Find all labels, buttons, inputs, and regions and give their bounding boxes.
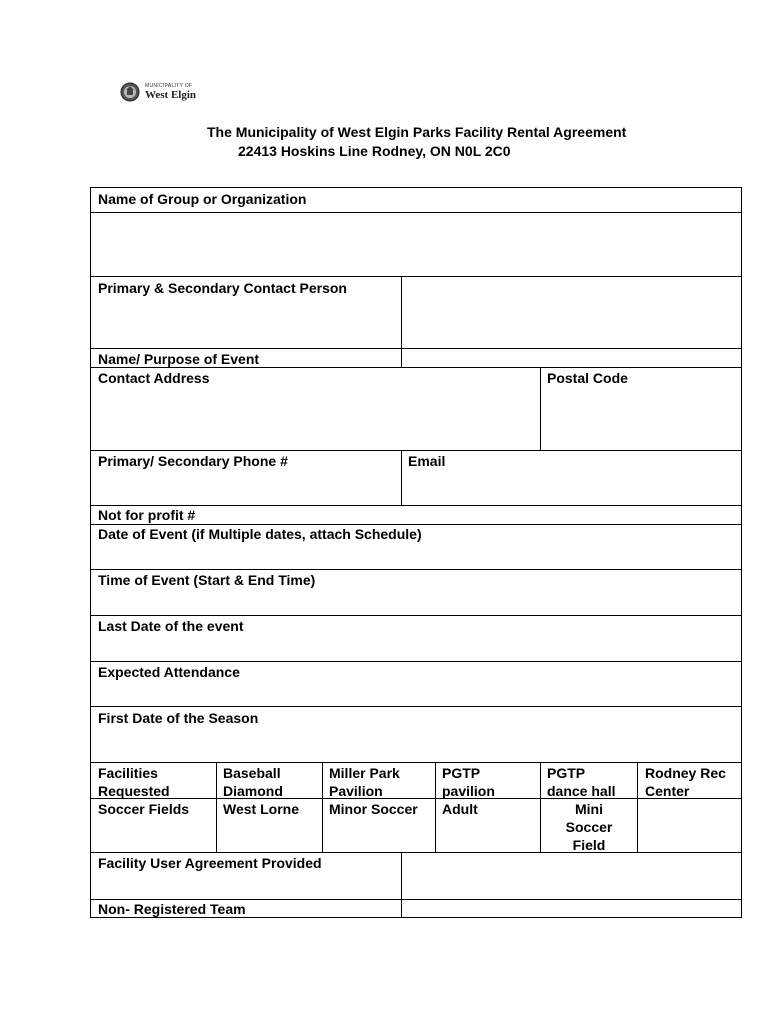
user-agreement-label: Facility User Agreement Provided (98, 855, 322, 871)
facilities-requested-label (98, 764, 170, 800)
email-label: Email (408, 453, 446, 469)
option-label-line: dance hall (547, 783, 616, 799)
not-for-profit-label: Not for profit # (98, 507, 196, 523)
option-label-line: pavilion (442, 783, 495, 799)
event-name-label: Name/ Purpose of Event (98, 351, 260, 367)
page-title: The Municipality of West Elgin Parks Facility Rental Agreement (207, 124, 627, 140)
postal-code-field[interactable] (541, 386, 741, 450)
rodney-rec-center-option[interactable] (638, 799, 741, 852)
logo-subtitle: MUNICIPALITY OF (145, 83, 193, 89)
column-divider (322, 762, 323, 853)
contact-person-field[interactable] (402, 277, 741, 348)
option-label-line: Diamond (223, 783, 283, 799)
first-date-label: First Date of the Season (98, 710, 259, 726)
option-label-line: Pavilion (329, 783, 383, 799)
email-field[interactable] (402, 470, 741, 505)
rodney-rec-center-label (645, 764, 726, 800)
postal-code-label: Postal Code (547, 370, 628, 386)
adult-option[interactable]: Adult (442, 801, 478, 817)
option-label-line: PGTP (442, 765, 481, 781)
option-label-line: Rodney Rec (645, 765, 726, 781)
row-divider (90, 706, 742, 707)
phone-field[interactable] (91, 470, 401, 505)
option-label-line: Baseball (223, 765, 281, 781)
last-date-label: Last Date of the event (98, 618, 244, 634)
facilities-label-line: Requested (98, 783, 170, 799)
page-address: 22413 Hoskins Line Rodney, ON N0L 2C0 (238, 143, 511, 159)
row-divider (90, 615, 742, 616)
west-lorne-option[interactable]: West Lorne (223, 801, 299, 817)
group-name-label: Name of Group or Organization (98, 191, 307, 207)
column-divider (216, 762, 217, 853)
soccer-fields-label: Soccer Fields (98, 801, 190, 817)
row-divider (90, 450, 742, 451)
option-label-line: Field (572, 837, 606, 853)
option-label-line: Center (645, 783, 690, 799)
user-agreement-field[interactable] (402, 853, 741, 899)
last-date-field[interactable] (91, 636, 741, 661)
non-registered-label: Non- Registered Team (98, 901, 246, 917)
minor-soccer-option[interactable]: Minor Soccer (329, 801, 418, 817)
first-date-field[interactable] (91, 728, 741, 762)
miller-park-pavilion-option[interactable] (329, 764, 400, 800)
contact-address-label: Contact Address (98, 370, 210, 386)
mini-soccer-field-option[interactable] (541, 800, 637, 854)
attendance-label: Expected Attendance (98, 664, 240, 680)
event-time-field[interactable] (91, 590, 741, 615)
row-divider (90, 569, 742, 570)
contact-address-field[interactable] (91, 386, 540, 450)
form-border-top (90, 187, 742, 188)
attendance-field[interactable] (91, 682, 741, 706)
facilities-label-line: Facilities (98, 765, 158, 781)
row-divider (90, 762, 742, 763)
pgtp-dance-hall-option[interactable] (547, 764, 615, 800)
pgtp-pavilion-option[interactable] (442, 764, 495, 800)
phone-label: Primary/ Secondary Phone # (98, 453, 288, 469)
option-label-line: Soccer (565, 819, 613, 835)
option-label-line: Mini (575, 801, 603, 817)
event-date-label: Date of Event (if Multiple dates, attach Schedule) (98, 526, 422, 542)
contact-person-label: Primary & Secondary Contact Person (98, 280, 347, 296)
event-name-field[interactable] (402, 349, 741, 367)
event-date-field[interactable] (91, 544, 741, 569)
baseball-diamond-option[interactable] (223, 764, 283, 800)
row-divider (90, 661, 742, 662)
non-registered-field[interactable] (402, 900, 741, 917)
logo-name: West Elgin (145, 89, 197, 101)
form-border-right (741, 187, 742, 918)
option-label-line: PGTP (547, 765, 586, 781)
event-time-label: Time of Event (Start & End Time) (98, 572, 316, 588)
option-label-line: Miller Park (329, 765, 400, 781)
group-name-field[interactable] (91, 213, 741, 276)
column-divider (435, 762, 436, 853)
